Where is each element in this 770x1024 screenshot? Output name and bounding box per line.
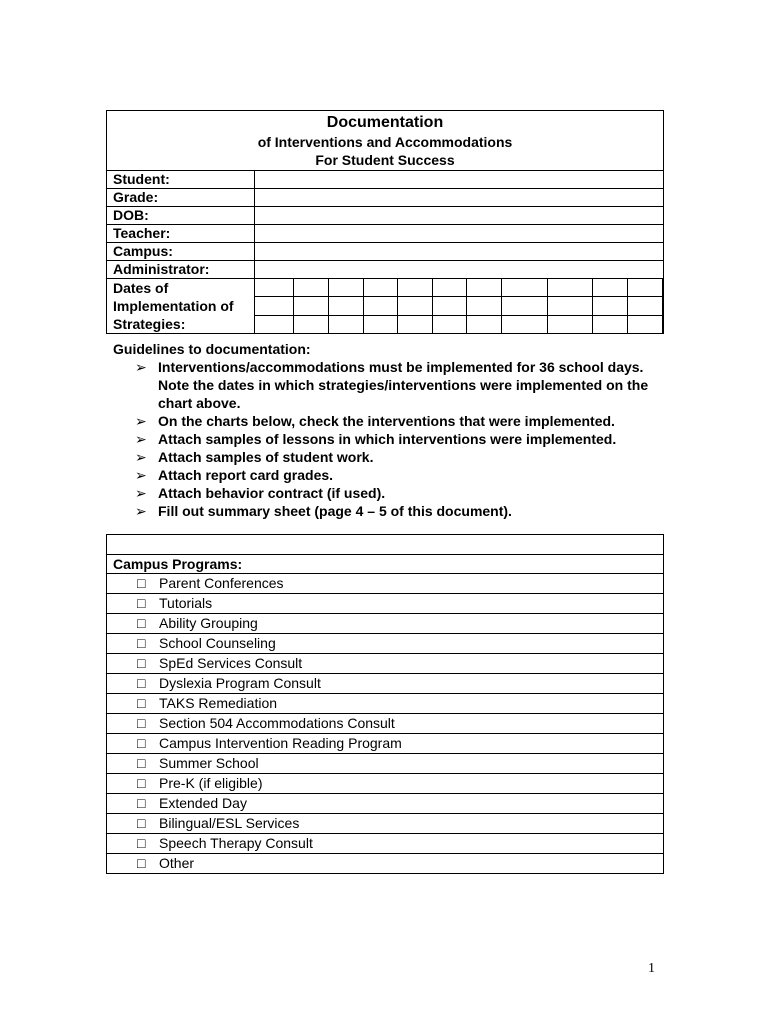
program-label: Dyslexia Program Consult xyxy=(159,675,321,691)
field-label: DOB: xyxy=(107,207,255,225)
program-label: Extended Day xyxy=(159,795,247,811)
program-item[interactable] xyxy=(107,854,664,874)
date-cell[interactable] xyxy=(467,315,502,333)
guideline-text: Attach behavior contract (if used). xyxy=(158,485,386,501)
checkbox-icon[interactable]: □ xyxy=(137,755,146,771)
guideline-text: Fill out summary sheet (page 4 – 5 of this document). xyxy=(158,503,512,519)
guideline-text: Interventions/accommodations must be implemented for 36 school days. Note the dates in which strategies/interventions were implemented on the chart above. xyxy=(158,359,649,411)
arrow-bullet-icon: ➢ xyxy=(135,503,147,519)
date-cell[interactable] xyxy=(502,315,548,333)
date-cell[interactable] xyxy=(467,279,502,297)
campus-programs-table xyxy=(106,534,664,874)
program-item[interactable] xyxy=(107,694,664,714)
field-label: Teacher: xyxy=(107,225,255,243)
checkbox-icon[interactable]: □ xyxy=(137,595,146,611)
blank-row xyxy=(107,535,664,555)
date-cell[interactable] xyxy=(364,297,398,315)
date-cell[interactable] xyxy=(294,315,329,333)
field-row-teacher xyxy=(107,225,664,243)
date-cell[interactable] xyxy=(502,297,548,315)
guidelines-list xyxy=(113,358,673,520)
program-label: TAKS Remediation xyxy=(159,695,278,711)
date-cell[interactable] xyxy=(433,279,467,297)
field-row-campus xyxy=(107,243,664,261)
dates-label: Dates of Implementation of Strategies: xyxy=(107,279,255,334)
checkbox-icon[interactable]: □ xyxy=(137,675,146,691)
checkbox-icon[interactable]: □ xyxy=(137,695,146,711)
date-cell[interactable] xyxy=(364,315,398,333)
guideline-text: Attach report card grades. xyxy=(158,467,334,483)
field-label: Campus: xyxy=(107,243,255,261)
program-item[interactable] xyxy=(107,714,664,734)
date-cell[interactable] xyxy=(255,297,294,315)
program-item[interactable] xyxy=(107,634,664,654)
document-title: Documentation xyxy=(326,114,444,131)
arrow-bullet-icon: ➢ xyxy=(135,449,147,465)
checkbox-icon[interactable]: □ xyxy=(137,655,146,671)
program-label: Section 504 Accommodations Consult xyxy=(159,715,395,731)
date-cell[interactable] xyxy=(548,315,593,333)
guideline-item xyxy=(113,484,673,502)
date-cell[interactable] xyxy=(255,315,294,333)
date-cell[interactable] xyxy=(294,279,329,297)
field-label: Student: xyxy=(107,171,255,189)
guideline-item xyxy=(113,358,673,412)
grade-field[interactable] xyxy=(255,189,664,207)
program-item[interactable] xyxy=(107,794,664,814)
campus-programs-heading: Campus Programs: xyxy=(107,555,664,574)
guidelines-section xyxy=(113,340,673,520)
date-cell[interactable] xyxy=(628,297,663,315)
checkbox-icon[interactable]: □ xyxy=(137,635,146,651)
arrow-bullet-icon: ➢ xyxy=(135,431,147,447)
program-item[interactable] xyxy=(107,594,664,614)
date-cell[interactable] xyxy=(255,279,294,297)
date-cell[interactable] xyxy=(628,279,663,297)
checkbox-icon[interactable]: □ xyxy=(137,835,146,851)
date-cell[interactable] xyxy=(628,315,663,333)
teacher-field[interactable] xyxy=(255,225,664,243)
program-label: School Counseling xyxy=(159,635,276,651)
date-cell[interactable] xyxy=(398,315,433,333)
date-cell[interactable] xyxy=(593,297,628,315)
arrow-bullet-icon: ➢ xyxy=(135,467,147,483)
checkbox-icon[interactable]: □ xyxy=(137,815,146,831)
date-cell[interactable] xyxy=(398,297,433,315)
field-row-dob xyxy=(107,207,664,225)
program-item[interactable] xyxy=(107,834,664,854)
student-info-table xyxy=(106,110,664,334)
program-item[interactable] xyxy=(107,674,664,694)
program-label: Bilingual/ESL Services xyxy=(159,815,300,831)
guidelines-heading: Guidelines to documentation: xyxy=(113,341,311,357)
checkbox-icon[interactable]: □ xyxy=(137,615,146,631)
checkbox-icon[interactable]: □ xyxy=(137,735,146,751)
program-label: Ability Grouping xyxy=(159,615,258,631)
program-label: Campus Intervention Reading Program xyxy=(159,735,402,751)
program-label: Parent Conferences xyxy=(159,575,284,591)
date-cell[interactable] xyxy=(329,315,364,333)
date-cell[interactable] xyxy=(593,315,628,333)
checkbox-icon[interactable]: □ xyxy=(137,855,146,871)
guideline-item xyxy=(113,412,673,430)
program-label: Tutorials xyxy=(159,595,213,611)
campus-field[interactable] xyxy=(255,243,664,261)
checkbox-icon[interactable]: □ xyxy=(137,575,146,591)
guideline-text: Attach samples of lessons in which interventions were implemented. xyxy=(158,431,617,447)
date-cell[interactable] xyxy=(433,297,467,315)
date-cell[interactable] xyxy=(398,279,433,297)
program-item[interactable] xyxy=(107,754,664,774)
program-label: Speech Therapy Consult xyxy=(159,835,313,851)
date-cell[interactable] xyxy=(548,297,593,315)
guideline-text: On the charts below, check the interventions that were implemented. xyxy=(158,413,615,429)
administrator-field[interactable] xyxy=(255,261,664,279)
date-cell[interactable] xyxy=(663,297,664,315)
field-label: Administrator: xyxy=(107,261,255,279)
program-item[interactable] xyxy=(107,614,664,634)
checkbox-icon[interactable]: □ xyxy=(137,715,146,731)
program-item[interactable] xyxy=(107,814,664,834)
date-cell[interactable] xyxy=(502,279,548,297)
date-cell[interactable] xyxy=(593,279,628,297)
program-item[interactable] xyxy=(107,734,664,754)
date-cell[interactable] xyxy=(663,315,664,333)
date-cell[interactable] xyxy=(329,279,364,297)
program-label: Pre-K (if eligible) xyxy=(159,775,263,791)
field-row-grade xyxy=(107,189,664,207)
guideline-text: Attach samples of student work. xyxy=(158,449,374,465)
field-label: Grade: xyxy=(107,189,255,207)
checkbox-icon[interactable]: □ xyxy=(137,775,146,791)
arrow-bullet-icon: ➢ xyxy=(135,413,147,429)
date-cell[interactable] xyxy=(433,315,467,333)
date-cell[interactable] xyxy=(548,279,593,297)
date-cell[interactable] xyxy=(294,297,329,315)
program-label: Other xyxy=(159,855,195,871)
guideline-item xyxy=(113,430,673,448)
program-item[interactable] xyxy=(107,574,664,594)
title-block xyxy=(107,111,664,171)
program-item[interactable] xyxy=(107,774,664,794)
program-label: SpEd Services Consult xyxy=(159,655,303,671)
program-item[interactable] xyxy=(107,654,664,674)
dob-field[interactable] xyxy=(255,207,664,225)
document-subtitle-2: For Student Success xyxy=(315,152,455,168)
guideline-item xyxy=(113,502,673,520)
arrow-bullet-icon: ➢ xyxy=(135,359,147,375)
checkbox-icon[interactable]: □ xyxy=(137,795,146,811)
date-cell[interactable] xyxy=(364,279,398,297)
guideline-item xyxy=(113,448,673,466)
field-row-student xyxy=(107,171,664,189)
date-cell[interactable] xyxy=(663,279,664,297)
student-field[interactable] xyxy=(255,171,664,189)
field-row-administrator xyxy=(107,261,664,279)
arrow-bullet-icon: ➢ xyxy=(135,485,147,501)
page-number: 1 xyxy=(648,961,655,976)
date-cell[interactable] xyxy=(329,297,364,315)
guideline-item xyxy=(113,466,673,484)
document-subtitle-1: of Interventions and Accommodations xyxy=(257,134,513,150)
date-cell[interactable] xyxy=(467,297,502,315)
program-label: Summer School xyxy=(159,755,259,771)
